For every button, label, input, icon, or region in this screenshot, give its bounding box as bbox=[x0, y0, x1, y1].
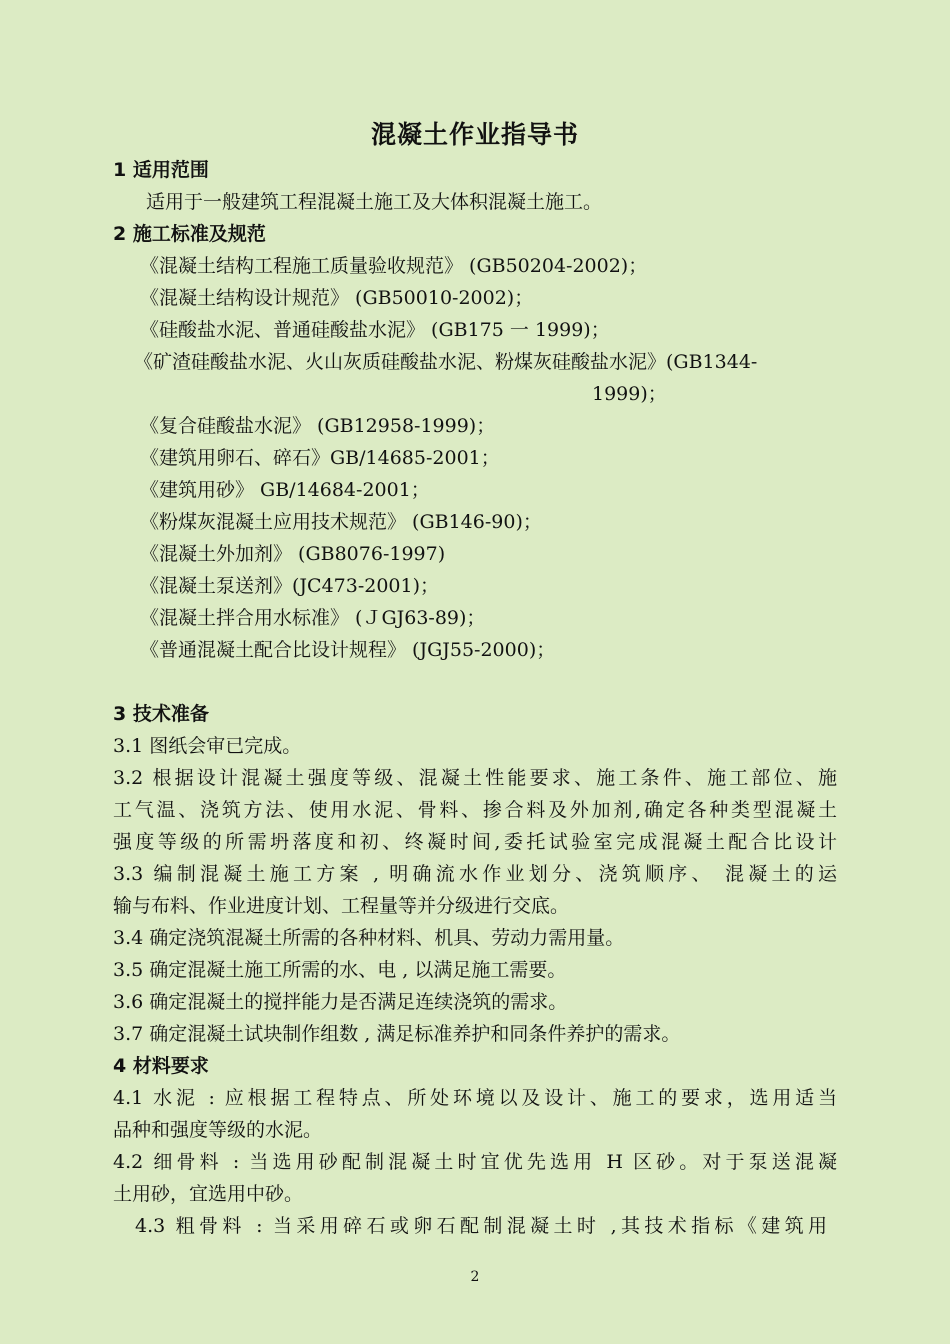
paragraph-line: 4.2 细骨料 : 当选用砂配制混凝土时宜优先选用 H 区砂。对于泵送混凝 bbox=[113, 1151, 837, 1173]
standard-item: 《混凝土结构设计规范》 (GB50010-2002)； bbox=[140, 287, 534, 309]
document-title: 混凝土作业指导书 bbox=[370, 120, 579, 149]
standard-item: 《复合硅酸盐水泥》 (GB12958-1999)； bbox=[140, 415, 496, 437]
standard-item: 《建筑用卵石、碎石》GB/14685-2001； bbox=[140, 447, 500, 469]
section-1-text: 适用于一般建筑工程混凝土施工及大体积混凝土施工。 bbox=[146, 191, 603, 213]
paragraph-line: 3.7 确定混凝土试块制作组数 , 满足标准养护和同条件养护的需求。 bbox=[113, 1023, 681, 1045]
paragraph-line: 工气温、浇筑方法、使用水泥、骨料、掺合料及外加剂,确定各种类型混凝土 bbox=[113, 799, 837, 821]
standard-item: 《混凝土外加剂》 (GB8076-1997) bbox=[140, 543, 446, 565]
standard-item: 《普通混凝土配合比设计规程》 (JGJ55-2000)； bbox=[140, 639, 556, 661]
paragraph-line: 4.3 粗骨料 : 当采用碎石或卵石配制混凝土时 ,其技术指标《建筑用 bbox=[135, 1215, 827, 1237]
paragraph-line: 3.1 图纸会审已完成。 bbox=[113, 735, 302, 757]
section-3-heading: 3 技术准备 bbox=[113, 703, 209, 725]
standard-item: 《矿渣硅酸盐水泥、火山灰质硅酸盐水泥、粉煤灰硅酸盐水泥》(GB1344- bbox=[134, 351, 758, 373]
paragraph-line: 3.3 编制混凝土施工方案 , 明确流水作业划分、浇筑顺序、 混凝土的运 bbox=[113, 863, 837, 885]
standard-item: 《混凝土拌合用水标准》 (ＪGJ63-89)； bbox=[140, 607, 486, 629]
section-4-heading: 4 材料要求 bbox=[113, 1055, 209, 1077]
paragraph-line: 3.2 根据设计混凝土强度等级、混凝土性能要求、施工条件、施工部位、施 bbox=[113, 767, 837, 789]
section-1-heading: 1 适用范围 bbox=[113, 159, 209, 181]
standard-item-continuation: 1999)； bbox=[592, 383, 667, 405]
paragraph-line: 强度等级的所需坍落度和初、终凝时间,委托试验室完成混凝土配合比设计 bbox=[113, 831, 837, 853]
standard-item: 《混凝土泵送剂》(JC473-2001)； bbox=[140, 575, 440, 597]
standard-item: 《粉煤灰混凝土应用技术规范》 (GB146-90)； bbox=[140, 511, 542, 533]
paragraph-line: 3.6 确定混凝土的搅拌能力是否满足连续浇筑的需求。 bbox=[113, 991, 568, 1013]
standard-item: 《混凝土结构工程施工质量验收规范》 (GB50204-2002)； bbox=[140, 255, 648, 277]
page-number: 2 bbox=[470, 1269, 480, 1285]
paragraph-line: 输与布料、作业进度计划、工程量等并分级进行交底。 bbox=[113, 895, 570, 917]
paragraph-line: 品种和强度等级的水泥。 bbox=[113, 1119, 323, 1141]
paragraph-line: 3.4 确定浇筑混凝土所需的各种材料、机具、劳动力需用量。 bbox=[113, 927, 625, 949]
standard-item: 《建筑用砂》 GB/14684-2001； bbox=[140, 479, 430, 501]
paragraph-line: 土用砂，宜选用中砂。 bbox=[113, 1183, 304, 1205]
section-2-heading: 2 施工标准及规范 bbox=[113, 223, 266, 245]
standard-item: 《硅酸盐水泥、普通硅酸盐水泥》 (GB175 一 1999)； bbox=[140, 319, 610, 341]
paragraph-line: 3.5 确定混凝土施工所需的水、电 , 以满足施工需要。 bbox=[113, 959, 567, 981]
paragraph-line: 4.1 水泥 : 应根据工程特点、所处环境以及设计、施工的要求，选用适当 bbox=[113, 1087, 837, 1109]
